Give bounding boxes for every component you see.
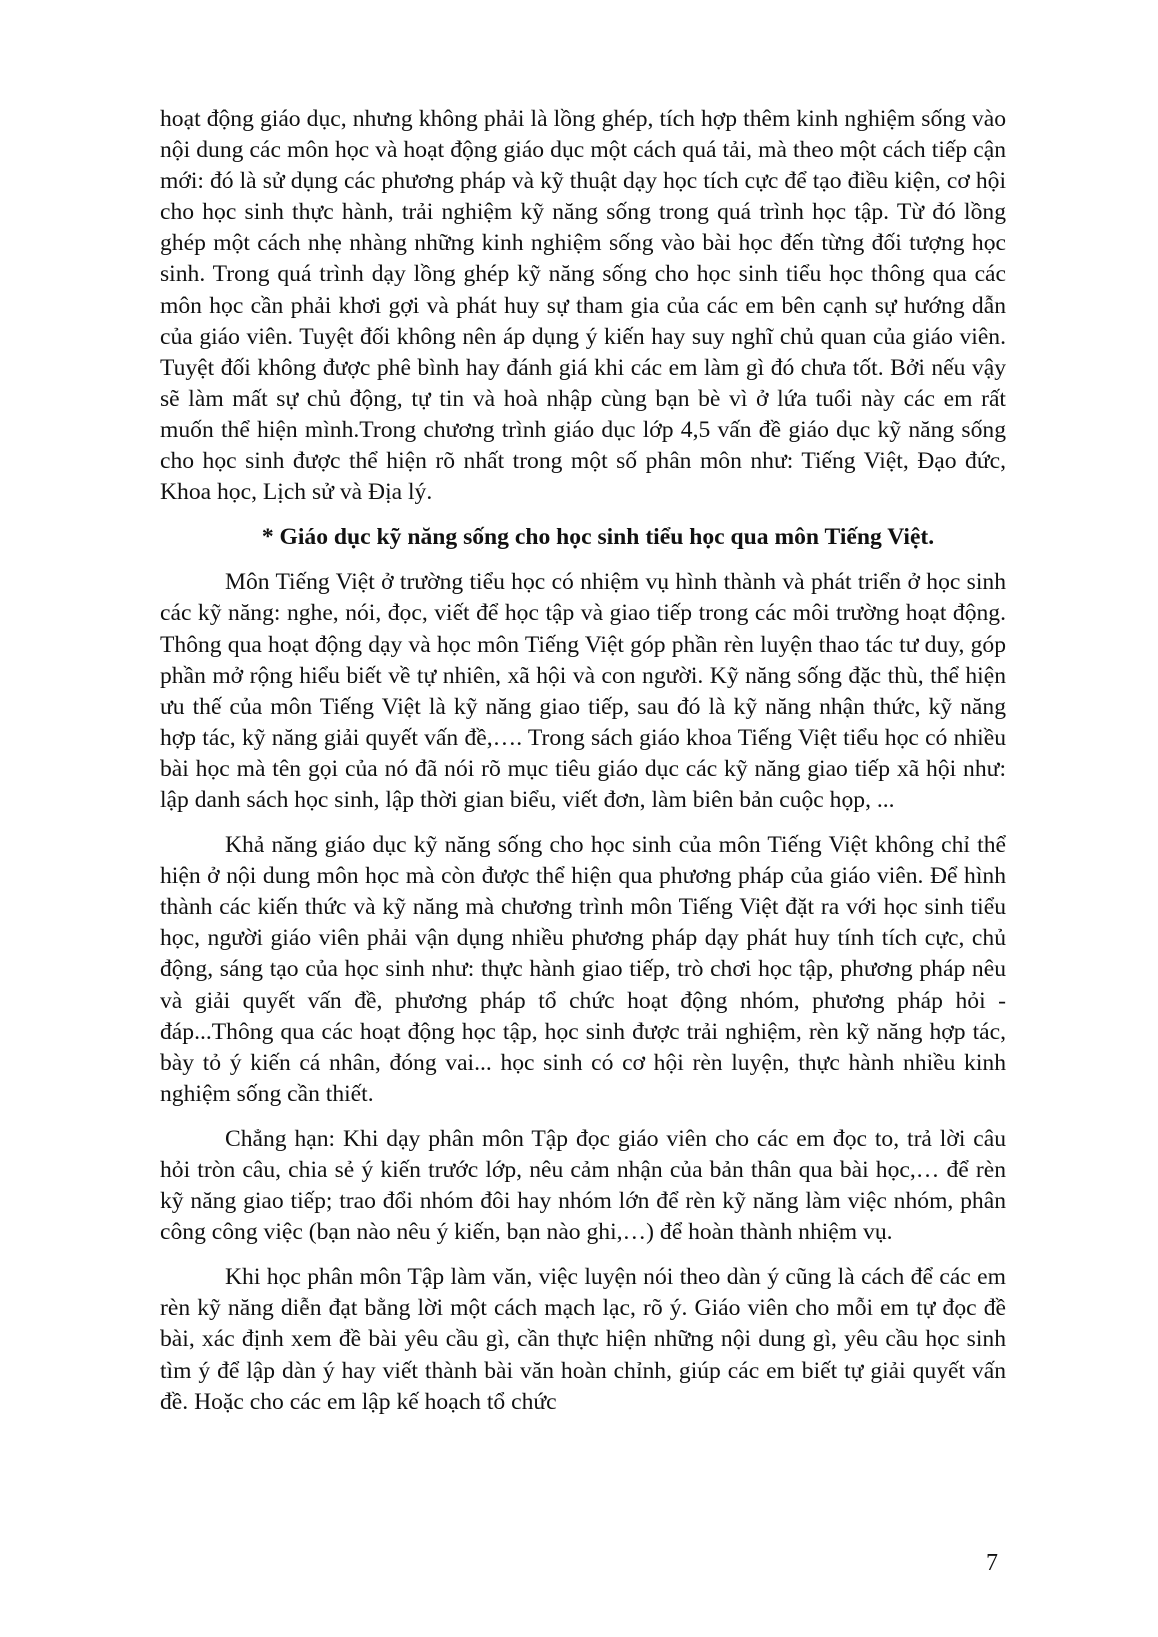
page-number: 7: [986, 1550, 998, 1576]
body-paragraph-1: Môn Tiếng Việt ở trường tiểu học có nhiệm vụ hình thành và phát triển ở học sinh các kỹ năng: nghe, nói, đọc, viết để học tập và giao tiếp trong các môi trường hoạt động. Thông qua hoạt động dạy và học môn Tiếng Việt góp phần rèn luyện thao tác tư duy, góp phần mở rộng hiểu biết về tự nhiên, xã hội và con người. Kỹ năng sống đặc thù, thể hiện ưu thế của môn Tiếng Việt là kỹ năng giao tiếp, sau đó là kỹ năng nhận thức, kỹ năng hợp tác, kỹ năng giải quyết vấn đề,…. Trong sách giáo khoa Tiếng Việt tiểu học có nhiều bài học mà tên gọi của nó đã nói rõ mục tiêu giáo dục các kỹ năng giao tiếp xã hội như: lập danh sách học sinh, lập thời gian biểu, viết đơn, làm biên bản cuộc họp, ...: [160, 569, 1006, 813]
body-paragraph-4: Khi học phân môn Tập làm văn, việc luyện nói theo dàn ý cũng là cách để các em rèn kỹ năng diễn đạt bằng lời một cách mạch lạc, rõ ý. Giáo viên cho mỗi em tự đọc đề bài, xác định xem đề bài yêu cầu gì, cần thực hiện những nội dung gì, yêu cầu học sinh tìm ý để lập dàn ý hay viết thành bài văn hoàn chỉnh, giúp các em biết tự giải quyết vấn đề. Hoặc cho các em lập kế hoạch tổ chức: [160, 1264, 1006, 1415]
document-page: [160, 104, 1006, 1418]
section-heading: * Giáo dục kỹ năng sống cho học sinh tiểu học qua môn Tiếng Việt.: [261, 524, 935, 551]
intro-paragraph: hoạt động giáo dục, nhưng không phải là lồng ghép, tích hợp thêm kinh nghiệm sống vào nội dung các môn học và hoạt động giáo dục một cách quá tải, mà theo một cách tiếp cận mới: đó là sử dụng các phương pháp và kỹ thuật dạy học tích cực để tạo điều kiện, cơ hội cho học sinh thực hành, trải nghiệm kỹ năng sống trong quá trình học tập. Từ đó lồng ghép một cách nhẹ nhàng những kinh nghiệm sống vào bài học đến từng đối tượng học sinh. Trong quá trình dạy lồng ghép kỹ năng sống cho học sinh tiểu học thông qua các môn học cần phải khơi gợi và phát huy sự tham gia của các em bên cạnh sự hướng dẫn của giáo viên. Tuyệt đối không nên áp dụng ý kiến hay suy nghĩ chủ quan của giáo viên. Tuyệt đối không được phê bình hay đánh giá khi các em làm gì đó chưa tốt. Bởi nếu vậy sẽ làm mất sự chủ động, tự tin và hoà nhập cùng bạn bè vì ở lứa tuổi này các em rất muốn thể hiện mình.Trong chương trình giáo dục lớp 4,5 vấn đề giáo dục kỹ năng sống cho học sinh được thể hiện rõ nhất trong một số phân môn như: Tiếng Việt, Đạo đức, Khoa học, Lịch sử và Địa lý.: [160, 106, 1006, 506]
body-paragraph-2: Khả năng giáo dục kỹ năng sống cho học sinh của môn Tiếng Việt không chỉ thể hiện ở nội dung môn học mà còn được thể hiện qua phương pháp của giáo viên. Để hình thành các kiến thức và kỹ năng mà chương trình môn Tiếng Việt đặt ra với học sinh tiểu học, người giáo viên phải vận dụng nhiều phương pháp dạy phát huy tính tích cực, chủ động, sáng tạo của học sinh như: thực hành giao tiếp, trò chơi học tập, phương pháp nêu và giải quyết vấn đề, phương pháp tổ chức hoạt động nhóm, phương pháp hỏi - đáp...Thông qua các hoạt động học tập, học sinh được trải nghiệm, rèn kỹ năng hợp tác, bày tỏ ý kiến cá nhân, đóng vai... học sinh có cơ hội rèn luyện, thực hành nhiều kinh nghiệm sống cần thiết.: [160, 832, 1006, 1107]
body-paragraph-3: Chẳng hạn: Khi dạy phân môn Tập đọc giáo viên cho các em đọc to, trả lời câu hỏi tròn câu, chia sẻ ý kiến trước lớp, nêu cảm nhận của bản thân qua bài học,… để rèn kỹ năng giao tiếp; trao đổi nhóm đôi hay nhóm lớn để rèn kỹ năng làm việc nhóm, phân công công việc (bạn nào nêu ý kiến, bạn nào ghi,…) để hoàn thành nhiệm vụ.: [160, 1125, 1006, 1246]
